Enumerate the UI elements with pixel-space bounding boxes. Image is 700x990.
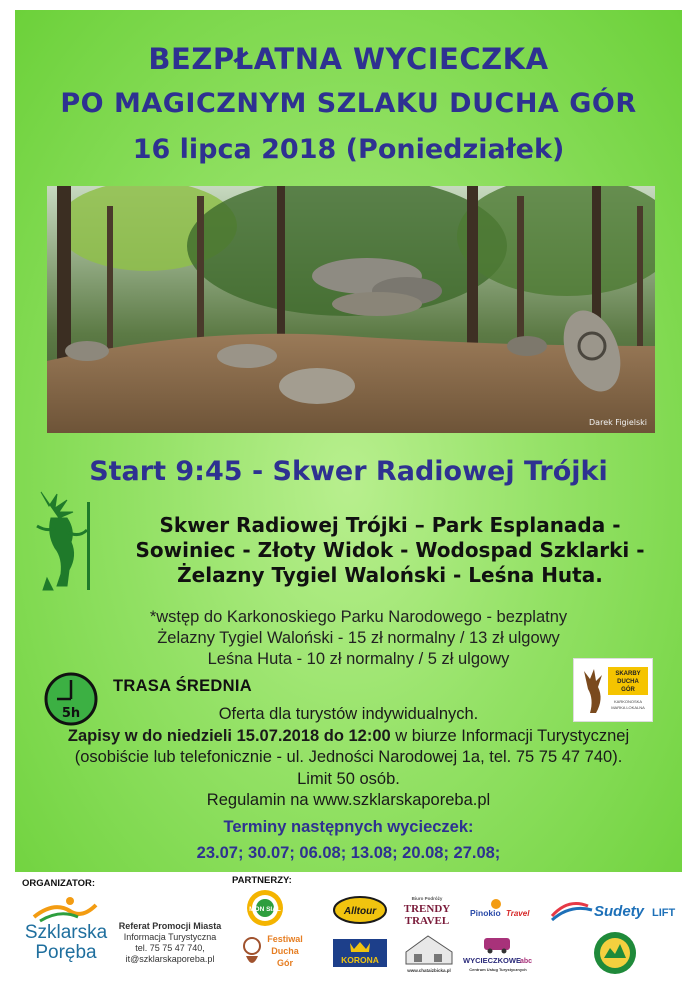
partner-korona-logo [332, 938, 388, 968]
poster-background [15, 10, 682, 872]
mini-logo-text: KARKONOSKA [613, 699, 643, 704]
fee-line: Leśna Huta - 10 zł normalny / 5 zł ulgowy [207, 650, 510, 668]
route-difficulty: TRASA ŚREDNIA [113, 677, 252, 695]
contact-line: (osobiście lub telefonicznie - ul. Jedności Narodowej 1a, tel. 75 75 47 740). [74, 748, 623, 766]
partner-wycieczkowe-text: abc [519, 958, 533, 965]
mountain-spirit-icon [27, 482, 97, 594]
title-line-2: PO MAGICZNYM SZLAKU DUCHA GÓR [60, 88, 637, 119]
mini-logo-text: SKARBY [615, 671, 641, 677]
partners-label: PARTNERZY: [232, 875, 292, 886]
partner-chata-text: www.chataizbicka.pl [407, 968, 451, 973]
partner-monsial-text: MON SIAL [249, 906, 281, 913]
partner-alltour-text: Alltour [343, 906, 377, 917]
fee-line: Żelazny Tygiel Waloński - 15 zł normalny / 13 zł ulgowy [157, 629, 560, 647]
route-line: Skwer Radiowej Trójki – Park Esplanada - [159, 513, 621, 537]
next-trips-heading: Terminy następnych wycieczek: [223, 818, 474, 836]
partner-festiwal-text: Festiwal [267, 934, 303, 944]
route-description [110, 513, 670, 588]
organizer-text-line: it@szklarskaporeba.pl [125, 954, 215, 964]
signup-info [15, 704, 682, 812]
partner-monsial-logo [243, 888, 287, 928]
event-date: 16 lipca 2018 (Poniedziałek) [132, 134, 565, 165]
organizer-contact [116, 921, 224, 965]
partner-lift-text: LIFT [652, 907, 676, 919]
route-line: Sowiniec - Złoty Widok - Wodospad Szklarki - [135, 538, 645, 562]
forest-rocks-photo [47, 186, 655, 433]
mini-logo-text: MARKA LOKALNA [611, 705, 645, 710]
signup-deadline: Zapisy w do niedzieli 15.07.2018 do 12:00 [67, 726, 391, 745]
title-line-1: BEZPŁATNA WYCIECZKA [148, 42, 549, 76]
partner-trendy-text: TRAVEL [404, 915, 450, 927]
partner-trendy-text: TRENDY [403, 903, 451, 915]
partner-trendy-text: Biuro Podróży [411, 896, 443, 901]
rules-line: Regulamin na www.szklarskaporeba.pl [206, 791, 491, 809]
limit-line: Limit 50 osób. [297, 769, 400, 788]
offer-line: Oferta dla turystów indywidualnych. [218, 705, 479, 723]
next-trips [15, 814, 682, 866]
partner-trendy-travel-logo [398, 892, 456, 928]
photo-credit: Darek Figielski [589, 418, 647, 427]
partner-wycieczkowe-text: WYCIECZKOWE [463, 956, 521, 965]
organizer-logo-line: Poręba [35, 942, 97, 963]
partner-festiwal-text: Ducha [271, 946, 299, 956]
route-line: Żelazny Tygiel Waloński - Leśna Huta. [177, 563, 603, 587]
mini-logo-text: GÓR [621, 687, 635, 693]
szklarska-poreba-swirl-icon [30, 895, 100, 923]
signup-location: w biurze Informacji Turystycznej [390, 726, 630, 745]
organizer-logo-text [22, 923, 110, 963]
mini-logo-text: DUCHA [617, 679, 639, 685]
entry-fees [55, 607, 662, 670]
partner-karkonosze-park-emblem [592, 930, 638, 976]
partner-pinokio-text: Pinokio [470, 908, 501, 918]
partner-korona-text: KORONA [341, 955, 379, 965]
duration-label: 5h [61, 706, 81, 721]
organizer-logo-line: Szklarska [24, 922, 108, 943]
partner-chata-logo [400, 930, 458, 974]
partner-festiwal-text: Gór [276, 958, 294, 968]
next-trips-dates: 23.07; 30.07; 06.08; 13.08; 20.08; 27.08; [196, 844, 501, 862]
partner-wycieczkowe-logo [462, 936, 534, 974]
organizer-text-line: Referat Promocji Miasta [118, 921, 222, 931]
signup-line [15, 726, 682, 748]
organizer-text-line: tel. 75 75 47 740, [135, 943, 205, 953]
partner-pinokio-text: Travel [506, 909, 530, 918]
partner-wycieczkowe-text: Centrum Usług Turystycznych [469, 967, 527, 972]
partner-sudety-lift-logo [548, 894, 688, 926]
organizer-label: ORGANIZATOR: [22, 878, 96, 889]
partner-sudety-text: Sudety [594, 903, 645, 920]
start-info: Start 9:45 - Skwer Radiowej Trójki [89, 456, 608, 487]
fee-line: *wstęp do Karkonoskiego Parku Narodowego - bezplatny [149, 608, 568, 626]
partner-festiwal-logo [240, 930, 310, 972]
partner-alltour-logo [332, 894, 388, 926]
partner-pinokio-logo [466, 896, 536, 924]
organizer-text-line: Informacja Turystyczna [123, 932, 217, 942]
